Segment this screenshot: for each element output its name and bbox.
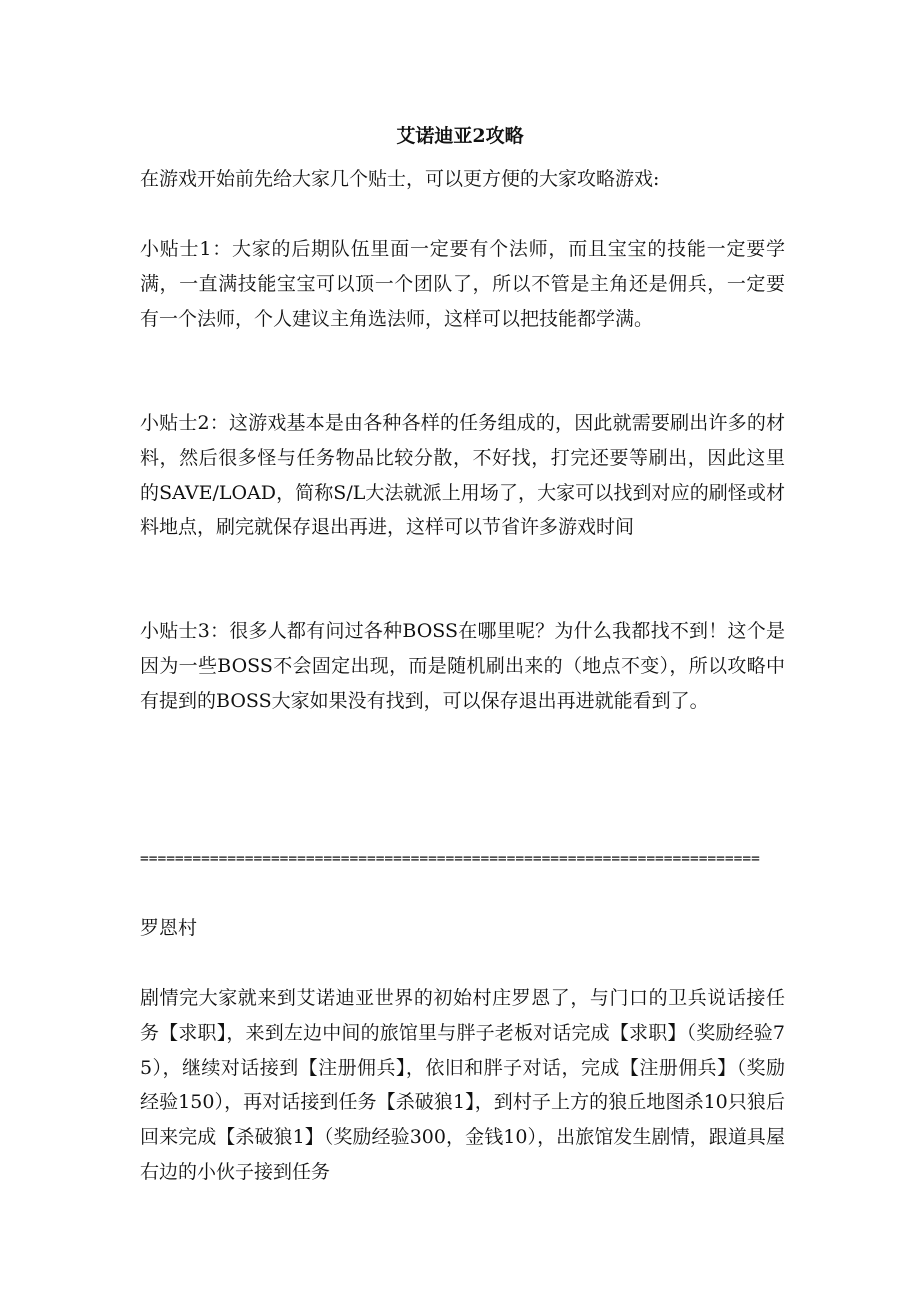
section-body-paragraph: 剧情完大家就来到艾诺迪亚世界的初始村庄罗恩了，与门口的卫兵说话接任务【求职】，来到左边中间的旅馆里与胖子老板对话完成【求职】（奖励经验75），继续对话接到【注册佣兵】，依旧和胖子对话，完成【注册佣兵】（奖励经验150），再对话接到任务【杀破狼1】，到村子上方的狼丘地图杀10只狼后回来完成【杀破狼1】（奖励经验300，金钱10），出旅馆发生剧情，跟道具屋右边的小伙子接到任务: [140, 987, 785, 1183]
document-title: 艾诺迪亚2攻略: [396, 125, 524, 147]
tip-paragraph-3: 小贴士3：很多人都有问过各种BOSS在哪里呢？为什么我都找不到！这个是因为一些BOSS不会固定出现，而是随机刷出来的（地点不变），所以攻略中有提到的BOSS大家如果没有找到，可以保存退出再进就能看到了。: [140, 620, 785, 712]
tip-paragraph-2: 小贴士2：这游戏基本是由各种各样的任务组成的，因此就需要刷出许多的材料，然后很多怪与任务物品比较分散，不好找，打完还要等刷出，因此这里的SAVE/LOAD，简称S/L大法就派上用场了，大家可以找到对应的刷怪或材料地点，刷完就保存退出再进，这样可以节省许多游戏时间: [140, 412, 785, 539]
tip-paragraph-1: 小贴士1：大家的后期队伍里面一定要有个法师，而且宝宝的技能一定要学满，一直满技能宝宝可以顶一个团队了，所以不管是主角还是佣兵，一定要有一个法师，个人建议主角选法师，这样可以把技能都学满。: [140, 238, 785, 330]
intro-paragraph: 在游戏开始前先给大家几个贴士，可以更方便的大家攻略游戏:: [140, 168, 660, 190]
separator-line: =======================================================================: [140, 851, 760, 867]
section-title: 罗恩村: [140, 917, 198, 939]
